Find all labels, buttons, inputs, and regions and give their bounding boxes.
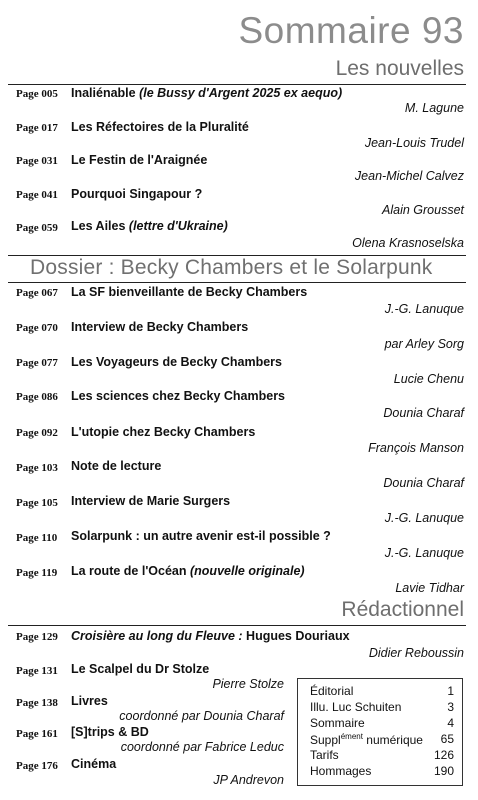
inset-row: Hommages 190 <box>310 764 454 778</box>
entry-page: Page 092 <box>16 427 58 439</box>
entry-author: J.-G. Lanuque <box>384 511 464 525</box>
entry-page: Page 129 <box>16 631 58 643</box>
entry-title: Interview de Becky Chambers <box>71 320 249 334</box>
entry-title: Le Scalpel du Dr Stolze <box>71 662 210 676</box>
entry-page: Page 070 <box>16 322 58 334</box>
entry-title: Les Ailes (lettre d'Ukraine) <box>71 219 228 233</box>
entry-title: [S]trips & BD <box>71 725 149 739</box>
entry-title: Interview de Marie Surgers <box>71 494 231 508</box>
inset-row: Illu. Luc Schuiten 3 <box>310 700 454 714</box>
entry-author: JP Andrevon <box>213 773 284 787</box>
page-title: Sommaire 93 <box>238 10 464 51</box>
entry-author: Lavie Tidhar <box>395 581 464 595</box>
entry-page: Page 067 <box>16 287 58 299</box>
entry-author: coordonné par Fabrice Leduc <box>120 740 284 754</box>
entry-author: Didier Reboussin <box>368 646 464 660</box>
entry-page: Page 161 <box>16 728 58 740</box>
section-title-dossier: Dossier : Becky Chambers et le Solarpunk <box>30 256 433 279</box>
entry-page: Page 110 <box>16 532 58 544</box>
entry-title: Cinéma <box>71 757 117 771</box>
entry-author: Olena Krasnoselska <box>352 236 464 250</box>
entry-page: Page 119 <box>16 567 58 579</box>
entry-page: Page 017 <box>16 122 58 134</box>
entry-title-italic: Croisière au long du Fleuve : <box>71 629 243 643</box>
entry-title: Solarpunk : un autre avenir est-il possible ? <box>71 529 331 543</box>
entry-author: Jean-Louis Trudel <box>364 136 464 150</box>
inset-index-box <box>297 678 463 786</box>
section-divider <box>8 282 466 283</box>
entry-page: Page 138 <box>16 697 58 709</box>
entry-page: Page 086 <box>16 391 58 403</box>
entry-title: La route de l'Océan (nouvelle originale) <box>71 564 305 578</box>
entry-author: Lucie Chenu <box>393 372 464 386</box>
entry-page: Page 059 <box>16 222 58 234</box>
entry-title: Le Festin de l'Araignée <box>71 153 208 167</box>
entry-page: Page 041 <box>16 189 58 201</box>
entry-author: François Manson <box>368 441 464 455</box>
entry-page: Page 131 <box>16 665 58 677</box>
section-divider <box>8 84 466 85</box>
entry-author: coordonné par Dounia Charaf <box>119 709 284 723</box>
entry-title: Note de lecture <box>71 459 162 473</box>
entry-subtitle: (lettre d'Ukraine) <box>128 219 228 233</box>
entry-title: L'utopie chez Becky Chambers <box>71 425 256 439</box>
entry-author: J.-G. Lanuque <box>384 302 464 316</box>
entry-page: Page 005 <box>16 88 58 100</box>
inset-row: Sommaire 4 <box>310 716 454 730</box>
entry-title: La SF bienveillante de Becky Chambers <box>71 285 308 299</box>
entry-author: Alain Grousset <box>382 203 464 217</box>
entry-author: Dounia Charaf <box>383 476 464 490</box>
entry-subtitle: (nouvelle originale) <box>190 564 305 578</box>
entry-title: Inaliénable (le Bussy d'Argent 2025 ex aequo) <box>71 86 343 100</box>
entry-author: Dounia Charaf <box>383 406 464 420</box>
entry-page: Page 105 <box>16 497 58 509</box>
entry-page: Page 031 <box>16 155 58 167</box>
entry-page: Page 077 <box>16 357 58 369</box>
entry-author: par Arley Sorg <box>384 337 464 351</box>
entry-page: Page 103 <box>16 462 58 474</box>
entry-title: Les Réfectoires de la Pluralité <box>71 120 249 134</box>
section-title-nouvelles: Les nouvelles <box>335 57 464 80</box>
entry-author: M. Lagune <box>404 101 464 115</box>
inset-row: Tarifs 126 <box>310 748 454 762</box>
entry-title: Les Voyageurs de Becky Chambers <box>71 355 282 369</box>
entry-title: Livres <box>71 694 108 708</box>
entry-title: Les sciences chez Becky Chambers <box>71 389 286 403</box>
entry-author: Jean-Michel Calvez <box>354 169 464 183</box>
entry-title: Croisière au long du Fleuve : Hugues Douriaux <box>71 629 350 643</box>
entry-author: Pierre Stolze <box>212 677 284 691</box>
inset-row: Suppl$^{ément}$ numérique 65 <box>310 732 454 747</box>
section-divider <box>8 625 466 626</box>
entry-subtitle: (le Bussy d'Argent 2025 ex aequo) <box>139 86 343 100</box>
inset-row: Éditorial 1 <box>310 684 454 698</box>
entry-author: J.-G. Lanuque <box>384 546 464 560</box>
entry-page: Page 176 <box>16 760 58 772</box>
section-title-redactionnel: Rédactionnel <box>341 598 464 621</box>
entry-title: Pourquoi Singapour ? <box>71 187 203 201</box>
